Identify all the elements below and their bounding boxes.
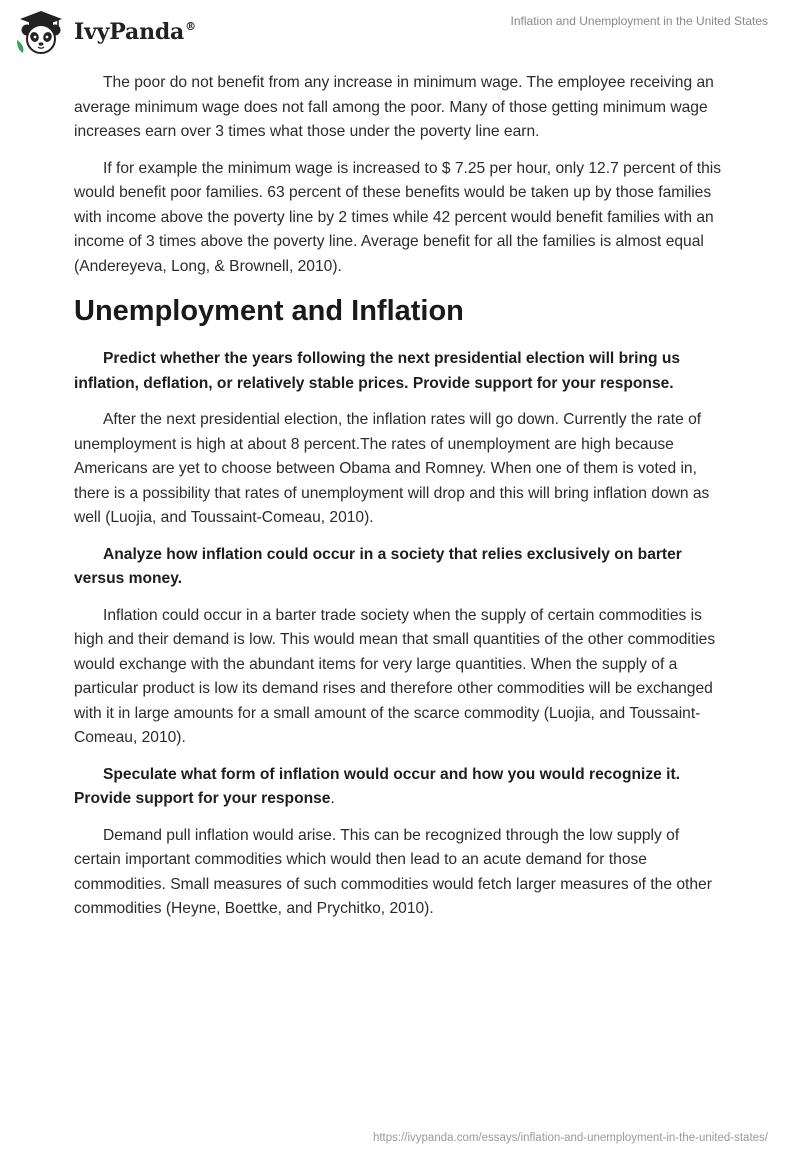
question-paragraph: Analyze how inflation could occur in a society that relies exclusively on barter versus money. xyxy=(74,545,682,587)
body-paragraph: The poor do not benefit from any increase in minimum wage. The employee receiving an average minimum wage does not fall among the poor. Many of those getting minimum wage increases earn over 3 times what those under the poverty line earn. xyxy=(74,74,714,140)
question-paragraph xyxy=(74,763,724,812)
section-heading: Unemployment and Inflation xyxy=(74,295,464,327)
document-title: Inflation and Unemployment in the United States xyxy=(510,14,768,28)
answer-paragraph: Inflation could occur in a barter trade society when the supply of certain commodities is high and their demand is low. This would mean that small quantities of the other commodities would exchange with the abundant items for very large quantities. When the supply of a particular product is low its demand rises and therefore other commodities will be exchanged with it in large amounts for a small amount of the scarce commodity (Luojia, and Toussaint-Comeau, 2010). xyxy=(74,606,716,746)
panda-graduate-icon xyxy=(14,10,68,54)
answer-paragraph: Demand pull inflation would arise. This can be recognized through the low supply of certain important commodities which would then lead to an acute demand for those commodities. Small measures of such commodities would fetch larger measures of the other commodities (Heyne, Boettke, and Prychitko, 2010). xyxy=(74,826,712,917)
source-url[interactable]: https://ivypanda.com/essays/inflation-and-unemployment-in-the-united-states/ xyxy=(372,1132,768,1144)
question-period: . xyxy=(330,790,335,807)
answer-paragraph: After the next presidential election, the inflation rates will go down. Currently the rate of unemployment is high at about 8 percent.The rates of unemployment are high because Americans are yet to choose between Obama and Romney. When one of them is voted in, there is a possibility that rates of unemployment will drop and this will bring inflation down as well (Luojia, and Toussaint-Comeau, 2010). xyxy=(74,411,710,526)
brand-name: IvyPanda® xyxy=(74,19,196,45)
page-header xyxy=(0,0,800,62)
question-paragraph: Predict whether the years following the next presidential election will bring us inflation, deflation, or relatively stable prices. Provide support for your response. xyxy=(74,350,681,392)
brand-logo[interactable] xyxy=(14,10,196,54)
question-text: Speculate what form of inflation would occur and how you would recognize it. Provide support for your response xyxy=(74,765,680,807)
essay-content xyxy=(74,71,724,934)
body-paragraph: If for example the minimum wage is increased to $ 7.25 per hour, only 12.7 percent of this would benefit poor families. 63 percent of these benefits would be taken up by those families with income above the poverty line by 2 times while 42 percent would benefit families with an income of 3 times above the poverty line. Average benefit for all the families is almost equal (Andereyeva, Long, & Brownell, 2010). xyxy=(74,159,722,275)
